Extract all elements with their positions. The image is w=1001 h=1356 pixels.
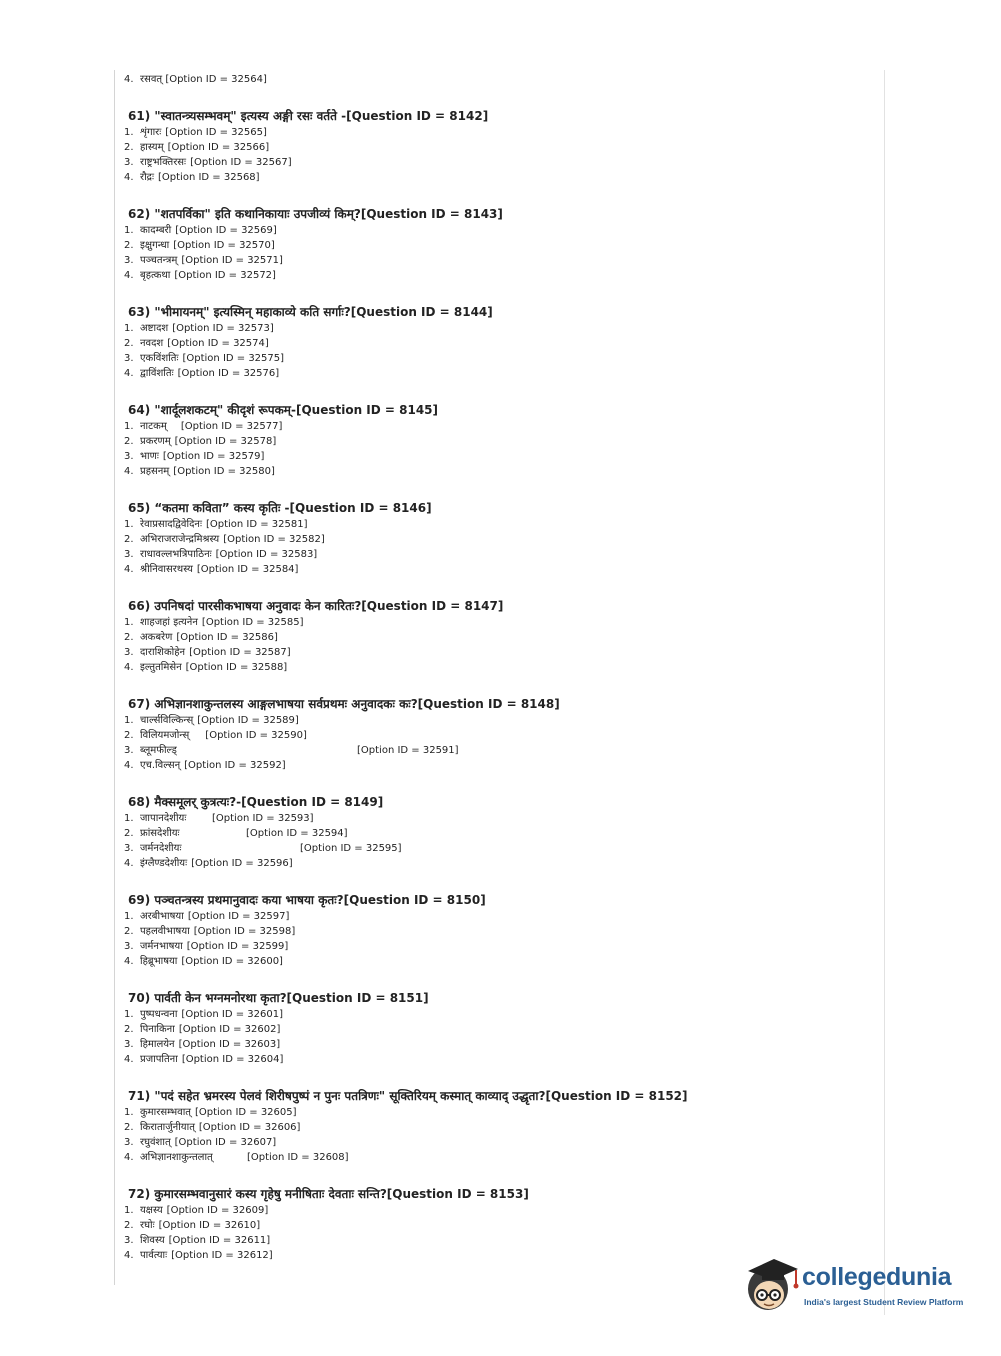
brand-tagline: India's largest Student Review Platform (804, 1297, 964, 1307)
option-number: 4. (124, 466, 134, 477)
option-row (124, 924, 884, 939)
option-number: 2. (124, 338, 134, 349)
option-id: [Option ID = 32578] (174, 436, 277, 447)
option-number: 4. (124, 74, 134, 85)
option-id: [Option ID = 32605] (194, 1107, 297, 1118)
option-row (124, 321, 884, 336)
option-id: [Option ID = 32570] (173, 240, 275, 251)
option-number: 2. (124, 142, 134, 153)
option-text: अभिराजराजेन्द्रमिश्रस्य (140, 534, 220, 545)
option-id: [Option ID = 32608] (247, 1152, 349, 1163)
option-number: 4. (124, 172, 134, 183)
option-id: [Option ID = 32574] (167, 338, 269, 349)
option-text: नवदश (140, 338, 164, 349)
option-row (124, 743, 884, 758)
option-text: रौद्रः (140, 172, 155, 183)
option-id: [Option ID = 32582] (223, 534, 325, 545)
option-text: श्रीनिवासरथस्य (140, 564, 193, 575)
option-text: जापानदेशीयः (140, 813, 187, 824)
question-title: 63) "भीमायनम्" इत्यस्मिन् महाकाव्ये कति सर्गाः?[Question ID = 8144] (128, 305, 493, 319)
option-text: अष्टादश (140, 323, 169, 334)
option-text: जर्मनदेशीयः (140, 843, 182, 854)
option-text: प्रहसनम् (140, 466, 170, 477)
option-id: [Option ID = 32573] (172, 323, 274, 334)
question-block (124, 107, 884, 185)
option-row (124, 562, 884, 577)
option-id: [Option ID = 32571] (181, 255, 283, 266)
option-text: अभिज्ञानशाकुन्तलात् (140, 1152, 213, 1163)
option-number: 1. (124, 1205, 134, 1216)
right-margin-rule (884, 70, 885, 1315)
option-text: शृंगारः (140, 127, 162, 138)
question-block (124, 499, 884, 577)
option-id: [Option ID = 32581] (205, 519, 308, 530)
question-block (124, 695, 884, 773)
option-text: दाराशिकोहेन (140, 647, 186, 658)
option-row (124, 532, 884, 547)
question-block (124, 1087, 884, 1165)
option-text: बृहत्कथा (140, 270, 171, 281)
question-title: 61) "स्वातन्त्र्यसम्भवम्" इत्यस्य अङ्गी रसः वर्तते -[Question ID = 8142] (128, 109, 489, 123)
option-row (124, 1022, 884, 1037)
option-row (124, 660, 884, 675)
option-text: राष्ट्रभक्तिरसः (140, 157, 187, 168)
option-id: [Option ID = 32590] (205, 730, 307, 741)
option-number: 4. (124, 956, 134, 967)
option-row (124, 856, 884, 871)
option-text: पहलवीभाषया (140, 926, 190, 937)
option-id: [Option ID = 32585] (201, 617, 304, 628)
option-text: रेवाप्रसादद्विवेदिनः (140, 519, 202, 530)
option-id: [Option ID = 32576] (177, 368, 280, 379)
question-title: 65) “कतमा कविता” कस्य कृतिः -[Question ID = 8146] (128, 501, 432, 515)
option-number: 1. (124, 323, 134, 334)
option-number: 1. (124, 617, 134, 628)
option-id: [Option ID = 32564] (165, 74, 267, 85)
option-row (124, 1218, 884, 1233)
option-number: 3. (124, 1039, 134, 1050)
option-id: [Option ID = 32611] (168, 1235, 271, 1246)
option-number: 3. (124, 157, 134, 168)
option-row (124, 1120, 884, 1135)
option-id: [Option ID = 32596] (191, 858, 293, 869)
option-id: [Option ID = 32586] (176, 632, 278, 643)
option-id: [Option ID = 32589] (197, 715, 299, 726)
option-row (124, 954, 884, 969)
question-title: 67) अभिज्ञानशाकुन्तलस्य आङ्गलभाषया सर्वप्रथमः अनुवादकः कः?[Question ID = 8148] (128, 697, 560, 711)
option-row (124, 72, 884, 87)
option-id: [Option ID = 32598] (193, 926, 296, 937)
option-row (124, 1052, 884, 1067)
option-number: 2. (124, 926, 134, 937)
option-id: [Option ID = 32569] (175, 225, 277, 236)
option-row (124, 419, 884, 434)
question-block (124, 989, 884, 1067)
question-title: 68) मैक्समूलर् कुत्रत्यः?-[Question ID = 8149] (128, 795, 384, 809)
option-text: हिमालयेन (140, 1039, 175, 1050)
left-margin-rule (114, 70, 115, 1285)
option-row (124, 517, 884, 532)
option-text: एकविंशतिः (140, 353, 179, 364)
option-number: 3. (124, 745, 134, 756)
option-number: 2. (124, 730, 134, 741)
question-title: 64) "शार्दूलशकटम्" कीदृशं रूपकम्-[Question ID = 8145] (128, 403, 439, 417)
question-block (124, 205, 884, 283)
option-id: [Option ID = 32568] (158, 172, 260, 183)
question-block (124, 303, 884, 381)
question-title: 72) कुमारसम्भवानुसारं कस्य गृहेषु मनीषिताः देवताः सन्ति?[Question ID = 8153] (128, 1187, 529, 1201)
option-text: चार्ल्सविल्किन्स् (140, 715, 194, 726)
option-id: [Option ID = 32612] (171, 1250, 273, 1261)
collegedunia-logo (740, 1245, 980, 1325)
option-id: [Option ID = 32600] (181, 956, 283, 967)
option-row (124, 841, 884, 856)
option-text: किरातार्जुनीयात् (140, 1122, 195, 1133)
option-row (124, 728, 884, 743)
option-number: 1. (124, 127, 134, 138)
option-row (124, 170, 884, 185)
option-text: राधावल्लभत्रिपाठिनः (140, 549, 212, 560)
option-id: [Option ID = 32577] (180, 421, 283, 432)
option-text: कुमारसम्भवात् (140, 1107, 191, 1118)
option-id: [Option ID = 32591] (357, 745, 459, 756)
question-paper-page (124, 72, 884, 1263)
option-row (124, 253, 884, 268)
option-number: 1. (124, 1009, 134, 1020)
option-text: जर्मनभाषया (140, 941, 183, 952)
option-text: फ्रांसदेशीयः (140, 828, 180, 839)
option-number: 3. (124, 353, 134, 364)
question-block (124, 891, 884, 969)
option-number: 1. (124, 911, 134, 922)
option-row (124, 630, 884, 645)
option-text: रघोः (140, 1220, 155, 1231)
option-id: [Option ID = 32587] (189, 647, 291, 658)
question-title: 69) पञ्चतन्त्रस्य प्रथमानुवादः कया भाषया कृतः?[Question ID = 8150] (128, 893, 486, 907)
brand-name: collegedunia (802, 1263, 952, 1291)
option-number: 2. (124, 436, 134, 447)
option-id: [Option ID = 32607] (174, 1137, 277, 1148)
option-text: विलियमजोन्स् (140, 730, 190, 741)
option-number: 3. (124, 1235, 134, 1246)
option-row (124, 155, 884, 170)
option-row (124, 713, 884, 728)
option-row (124, 223, 884, 238)
option-row (124, 336, 884, 351)
option-text: पञ्चतन्त्रम् (140, 255, 178, 266)
option-id: [Option ID = 32575] (182, 353, 285, 364)
option-id: [Option ID = 32572] (174, 270, 276, 281)
option-text: अकबरेण (140, 632, 173, 643)
question-block (124, 401, 884, 479)
option-number: 1. (124, 519, 134, 530)
option-text: पिनाकिना (140, 1024, 175, 1035)
option-number: 3. (124, 451, 134, 462)
option-row (124, 1135, 884, 1150)
option-text: इंग्लैण्डदेशीयः (140, 858, 188, 869)
option-row (124, 268, 884, 283)
option-number: 4. (124, 1054, 134, 1065)
option-row (124, 1150, 884, 1165)
option-number: 2. (124, 1220, 134, 1231)
option-row (124, 615, 884, 630)
option-row (124, 811, 884, 826)
option-number: 1. (124, 225, 134, 236)
option-text: अरबीभाषया (140, 911, 184, 922)
question-title: 71) "पदं सहेत भ्रमरस्य पेलवं शिरीषपुष्पं न पुनः पतत्रिणः" सूक्तिरियम् कस्मात् काव्याद् उद्धृता?[Question ID = 8152] (128, 1089, 688, 1103)
option-id: [Option ID = 32597] (187, 911, 290, 922)
option-id: [Option ID = 32580] (173, 466, 275, 477)
option-id: [Option ID = 32566] (167, 142, 270, 153)
option-text: द्वाविंशतिः (140, 368, 174, 379)
option-id: [Option ID = 32610] (158, 1220, 261, 1231)
option-text: हास्यम् (140, 142, 164, 153)
option-row (124, 1203, 884, 1218)
option-text: कादम्बरी (140, 225, 172, 236)
option-row (124, 1037, 884, 1052)
option-number: 4. (124, 1250, 134, 1261)
option-row (124, 909, 884, 924)
option-id: [Option ID = 32595] (300, 843, 402, 854)
option-row (124, 645, 884, 660)
option-id: [Option ID = 32593] (212, 813, 314, 824)
option-text: हिब्रूभाषया (140, 956, 178, 967)
option-number: 3. (124, 843, 134, 854)
option-text: प्रकरणम् (140, 436, 171, 447)
question-block (124, 597, 884, 675)
option-number: 1. (124, 715, 134, 726)
option-id: [Option ID = 32579] (162, 451, 265, 462)
option-row (124, 434, 884, 449)
option-row (124, 939, 884, 954)
option-number: 2. (124, 240, 134, 251)
option-number: 1. (124, 421, 134, 432)
option-text: नाटकम् (140, 421, 167, 432)
option-text: रसवत् (140, 74, 163, 85)
option-text: इल्तुतमिसेन (140, 662, 182, 673)
option-row (124, 125, 884, 140)
question-list (124, 107, 884, 1263)
option-id: [Option ID = 32592] (184, 760, 286, 771)
option-row (124, 449, 884, 464)
option-row (124, 826, 884, 841)
option-text: भाणः (140, 451, 159, 462)
option-number: 3. (124, 941, 134, 952)
option-text: शाहजहां इत्यनेन (140, 617, 198, 628)
option-row (124, 1105, 884, 1120)
option-number: 2. (124, 828, 134, 839)
option-row (124, 366, 884, 381)
option-number: 4. (124, 858, 134, 869)
option-number: 3. (124, 549, 134, 560)
option-text: पार्वत्याः (140, 1250, 168, 1261)
option-id: [Option ID = 32584] (196, 564, 299, 575)
option-number: 2. (124, 632, 134, 643)
option-text: यक्षस्य (140, 1205, 163, 1216)
option-text: एच.विल्सन् (140, 760, 181, 771)
option-row (124, 758, 884, 773)
option-number: 2. (124, 1122, 134, 1133)
student-mascot-icon (740, 1249, 800, 1315)
option-text: इक्षुगन्धा (140, 240, 170, 251)
option-number: 4. (124, 662, 134, 673)
option-text: पुष्पधन्वना (140, 1009, 178, 1020)
option-number: 3. (124, 647, 134, 658)
question-title: 70) पार्वती केन भग्नमनोरथा कृता?[Question ID = 8151] (128, 991, 429, 1005)
option-number: 1. (124, 813, 134, 824)
option-text: शिवस्य (140, 1235, 165, 1246)
option-id: [Option ID = 32601] (181, 1009, 283, 1020)
option-row (124, 547, 884, 562)
option-number: 1. (124, 1107, 134, 1118)
option-number: 2. (124, 1024, 134, 1035)
option-id: [Option ID = 32567] (190, 157, 292, 168)
option-number: 4. (124, 760, 134, 771)
option-id: [Option ID = 32588] (185, 662, 288, 673)
option-number: 4. (124, 1152, 134, 1163)
option-number: 3. (124, 255, 134, 266)
option-number: 3. (124, 1137, 134, 1148)
option-number: 4. (124, 564, 134, 575)
option-text: ब्लूमफील्ड् (140, 745, 177, 756)
option-id: [Option ID = 32594] (246, 828, 348, 839)
option-text: रघुवंशात् (140, 1137, 171, 1148)
option-row (124, 464, 884, 479)
option-text: प्रजापतिना (140, 1054, 178, 1065)
option-id: [Option ID = 32603] (178, 1039, 281, 1050)
option-id: [Option ID = 32602] (178, 1024, 281, 1035)
option-id: [Option ID = 32599] (186, 941, 289, 952)
question-title: 66) उपनिषदां पारसीकभाषया अनुवादः केन कारितः?[Question ID = 8147] (128, 599, 504, 613)
question-title: 62) "शतपर्विका" इति कथानिकायाः उपजीव्यं किम्?[Question ID = 8143] (128, 207, 503, 221)
option-id: [Option ID = 32565] (165, 127, 267, 138)
question-block (124, 793, 884, 871)
option-number: 4. (124, 270, 134, 281)
option-number: 2. (124, 534, 134, 545)
option-row (124, 351, 884, 366)
option-id: [Option ID = 32606] (198, 1122, 301, 1133)
option-number: 4. (124, 368, 134, 379)
option-id: [Option ID = 32583] (215, 549, 318, 560)
option-id: [Option ID = 32604] (181, 1054, 284, 1065)
option-row (124, 1007, 884, 1022)
option-id: [Option ID = 32609] (166, 1205, 269, 1216)
option-row (124, 238, 884, 253)
option-row (124, 140, 884, 155)
